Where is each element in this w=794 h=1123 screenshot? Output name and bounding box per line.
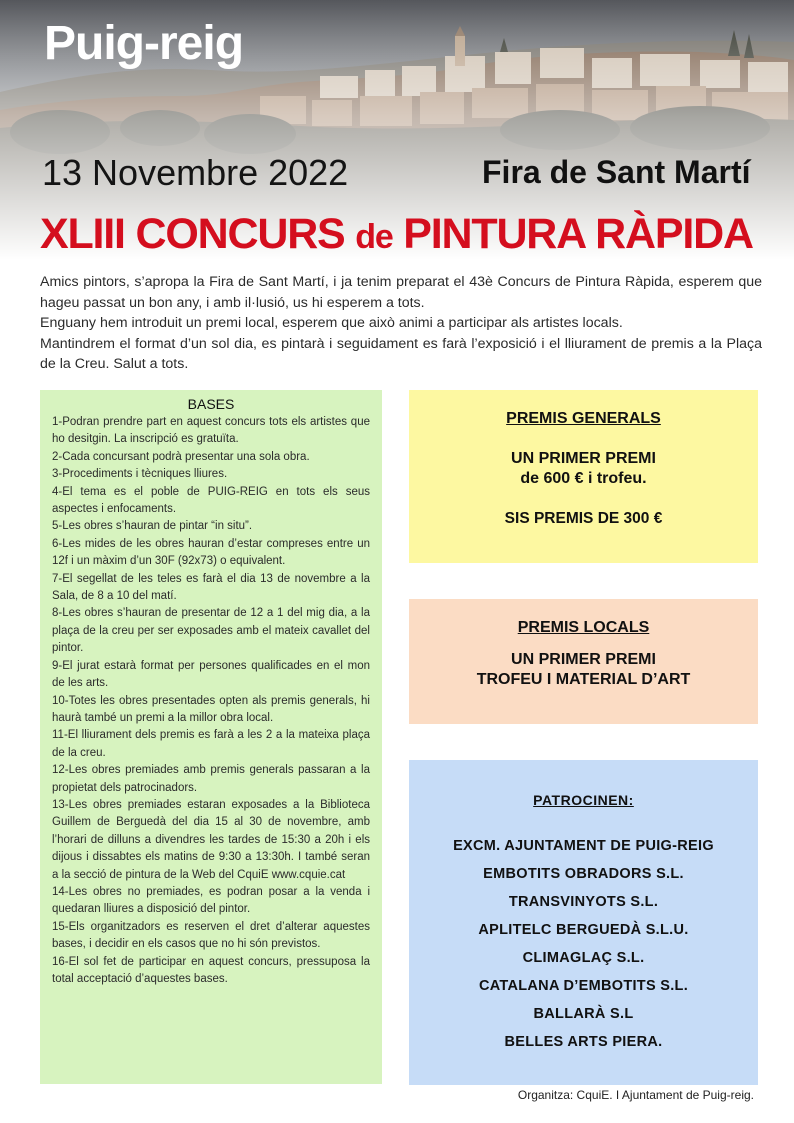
event-name: Fira de Sant Martí (482, 154, 751, 190)
sponsor-item: TRANSVINYOTS S.L. (508, 894, 659, 910)
premis-generals-panel (409, 390, 758, 563)
bases-list (52, 414, 370, 988)
event-date: 13 Novembre 2022 (42, 152, 349, 193)
patrocinen-title: PATROCINEN: (533, 792, 634, 808)
intro-text (40, 272, 762, 375)
sponsor-list (409, 832, 758, 1056)
bases-item: 14-Les obres no premiades, es podran posar a la venda i quedaran lliures a disposició del pintor. (52, 885, 370, 916)
premis-locals-line: TROFEU I MATERIAL D’ART (476, 671, 691, 688)
bases-item: 3-Procediments i tècniques lliures. (52, 468, 228, 481)
premis-generals-line: UN PRIMER PREMI (511, 450, 656, 467)
bases-title: BASES (187, 396, 235, 412)
premis-generals-line: de 600 € i trofeu. (520, 470, 647, 487)
sponsor-item: BALLARÀ S.L (533, 1006, 634, 1022)
town-name: Puig-reig (44, 17, 244, 70)
bases-item: 12-Les obres premiades amb premis generals passaran a la propietat dels patrocinadors. (52, 764, 370, 794)
premis-generals-title: PREMIS GENERALS (506, 410, 661, 427)
premis-locals-panel (409, 599, 758, 724)
sponsor-item: CATALANA D’EMBOTITS S.L. (478, 978, 689, 994)
bases-item: 9-El jurat estarà format per persones qualificades en el mon de les arts. (52, 659, 370, 690)
bases-item: 16-El sol fet de participar en aquest concurs, pressuposa la total acceptació d’aquestes bases. (52, 955, 370, 985)
organizer-footer: Organitza: CquiE. I Ajuntament de Puig-reig. (517, 1088, 754, 1102)
bases-item: 10-Totes les obres presentades opten als premis generals, hi haurà també un premi a la millor obra local. (52, 694, 370, 724)
premis-locals-title: PREMIS LOCALS (517, 619, 650, 636)
bases-item: 2-Cada concursant podrà presentar una sola obra. (52, 450, 310, 463)
contest-title-part1: XLIII CONCURS (40, 210, 356, 258)
patrocinen-panel (409, 760, 758, 1085)
bases-panel (40, 390, 382, 1084)
sponsor-item: EMBOTITS OBRADORS S.L. (483, 866, 684, 882)
sponsor-item: EXCM. AJUNTAMENT DE PUIG-REIG (453, 838, 714, 854)
bases-item: 4-El tema es el poble de PUIG-REIG en tots els seus aspectes i enfocaments. (52, 485, 370, 516)
bases-item: 15-Els organitzadors es reserven el dret d’alterar aquestes bases, i decidir en els casos que no hi són previstos. (52, 920, 370, 951)
sponsor-item: APLITELC BERGUEDÀ S.L.U. (478, 922, 689, 938)
bases-item: 5-Les obres s’hauran de pintar “in situ”. (52, 520, 253, 533)
premis-locals-line: UN PRIMER PREMI (511, 651, 656, 668)
intro-paragraph: Mantindrem el format d’un sol dia, es pintarà i seguidament es farà l’exposició i el lliurament de premis a la Plaça de la Creu. Salut a tots. (40, 335, 762, 373)
bases-item: 6-Les mides de les obres hauran d’estar compreses entre un 12f i un màxim d’un 30F (92x73) o equivalent. (52, 537, 370, 568)
bases-item: 8-Les obres s’hauran de presentar de 12 a 1 del mig dia, a la plaça de la creu per ser exposades amb el mateix cavallet del pintor. (52, 607, 370, 655)
contest-title-part3: PINTURA RÀPIDA (392, 210, 753, 258)
contest-title-part2: de (355, 218, 393, 256)
contest-title (40, 210, 753, 259)
bases-item: 7-El segellat de les teles es farà el dia 13 de novembre a la Sala, de 8 a 10 del matí. (52, 572, 370, 603)
bases-item: 1-Podran prendre part en aquest concurs tots els artistes que ho desitgin. La inscripció es gratuïta. (52, 416, 370, 446)
intro-paragraph: Amics pintors, s’apropa la Fira de Sant Martí, i ja tenim preparat el 43è Concurs de Pintura Ràpida, esperem que hageu passat un bon any, i amb il·lusió, us hi esperem a tots. (40, 274, 762, 311)
bases-item: 11-El lliurament dels premis es farà a les 2 a la mateixa plaça de la creu. (52, 729, 370, 759)
premis-generals-line: SIS PREMIS DE 300 € (504, 510, 663, 527)
intro-paragraph: Enguany hem introduit un premi local, esperem que això animi a participar als artistes locals. (40, 315, 623, 332)
sponsor-item: CLIMAGLAÇ S.L. (522, 950, 645, 966)
sponsor-item: BELLES ARTS PIERA. (504, 1034, 663, 1050)
bases-item: 13-Les obres premiades estaran exposades a la Biblioteca Guillem de Berguedà del dia 15 al 30 de novembre, amb l’horari de dilluns a divendres les tardes de 15:30 a 20h i els dijous i dissabtes els matins de 9:30 a 13:30h. I també seran a la secció de pintura de la Web del CquiE www.cquie.cat (52, 798, 370, 881)
